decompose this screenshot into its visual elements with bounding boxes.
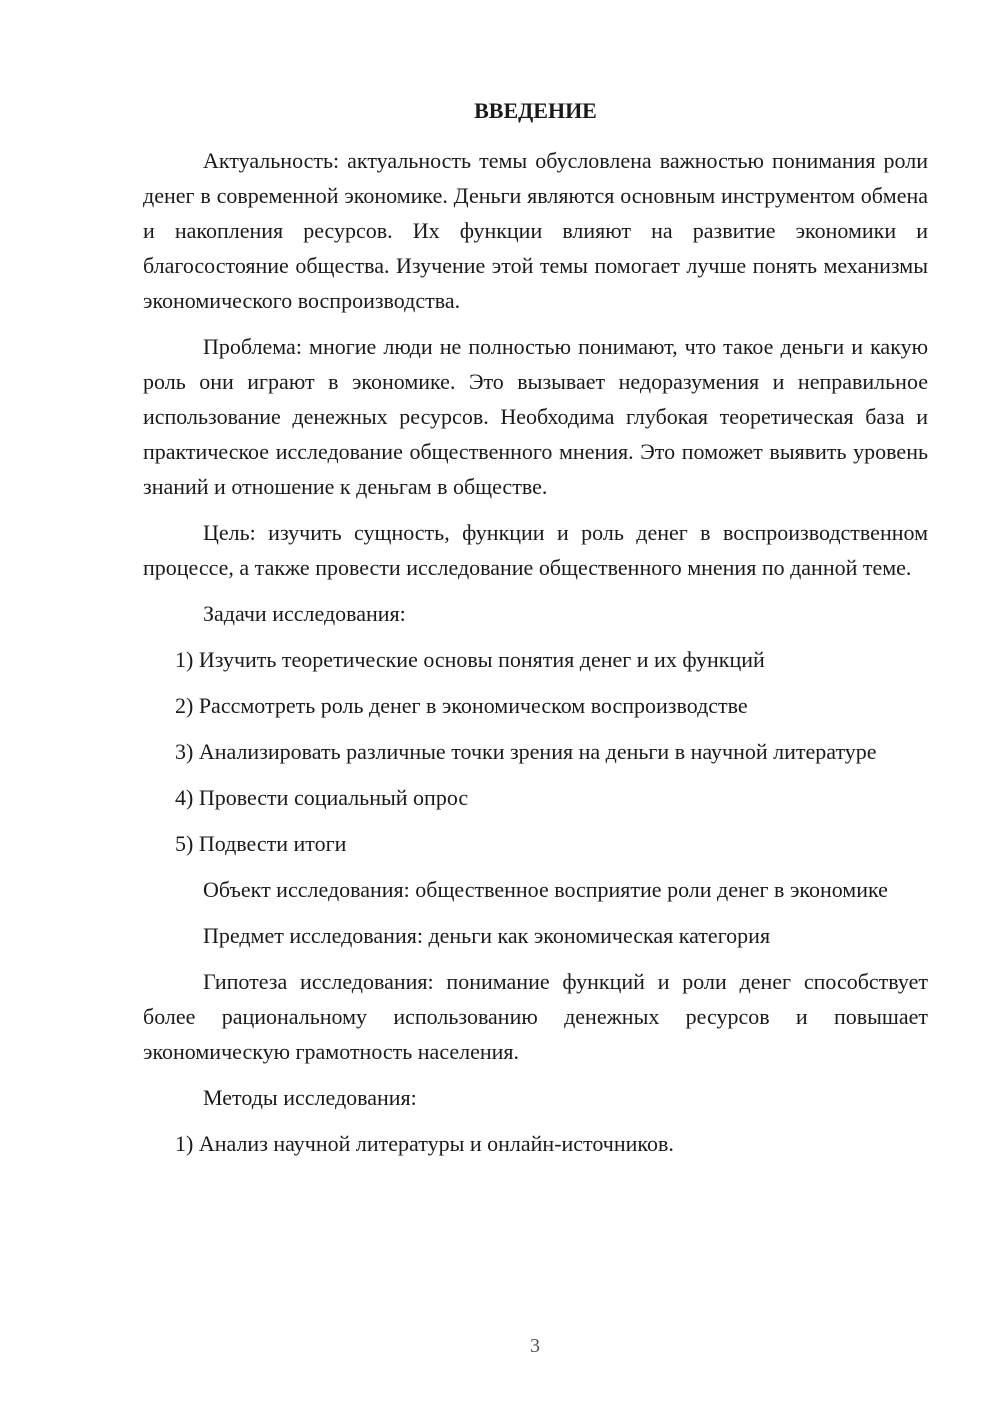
document-page <box>143 96 928 1172</box>
paragraph-object: Объект исследования: общественное восприятие роли денег в экономике <box>203 877 888 902</box>
paragraph-problem: Проблема: многие люди не полностью понимают, что такое деньги и какую роль они играют в экономике. Это вызывает недоразумения и неправильное использование денежных ресурсов. Необходима глубокая теоретическая база и практическое исследование общественного мнения. Это поможет выявить уровень знаний и отношение к деньгам в обществе. <box>143 334 928 499</box>
page-title: ВВЕДЕНИЕ <box>474 98 597 123</box>
paragraph-goal: Цель: изучить сущность, функции и роль денег в воспроизводственном процессе, а также провести исследование общественного мнения по данной теме. <box>143 520 928 580</box>
task-item-5: 5) Подвести итоги <box>175 831 347 856</box>
methods-heading: Методы исследования: <box>203 1085 417 1110</box>
task-item-3: 3) Анализировать различные точки зрения на деньги в научной литературе <box>175 739 877 764</box>
task-item-1: 1) Изучить теоретические основы понятия денег и их функций <box>175 647 765 672</box>
task-item-4: 4) Провести социальный опрос <box>175 785 469 810</box>
paragraph-hypothesis: Гипотеза исследования: понимание функций и роли денег способствует более рациональному использованию денежных ресурсов и повышает экономическую грамотность населения. <box>143 969 928 1064</box>
page-number: 3 <box>530 1335 540 1357</box>
tasks-heading: Задачи исследования: <box>203 601 406 626</box>
method-item-1: 1) Анализ научной литературы и онлайн-источников. <box>175 1131 674 1156</box>
paragraph-subject: Предмет исследования: деньги как экономическая категория <box>203 923 771 948</box>
paragraph-relevance: Актуальность: актуальность темы обусловлена важностью понимания роли денег в современной экономике. Деньги являются основным инструментом обмена и накопления ресурсов. Их функции влияют на развитие экономики и благосостояние общества. Изучение этой темы помогает лучше понять механизмы экономического воспроизводства. <box>143 148 928 313</box>
task-item-2: 2) Рассмотреть роль денег в экономическом воспроизводстве <box>175 693 748 718</box>
